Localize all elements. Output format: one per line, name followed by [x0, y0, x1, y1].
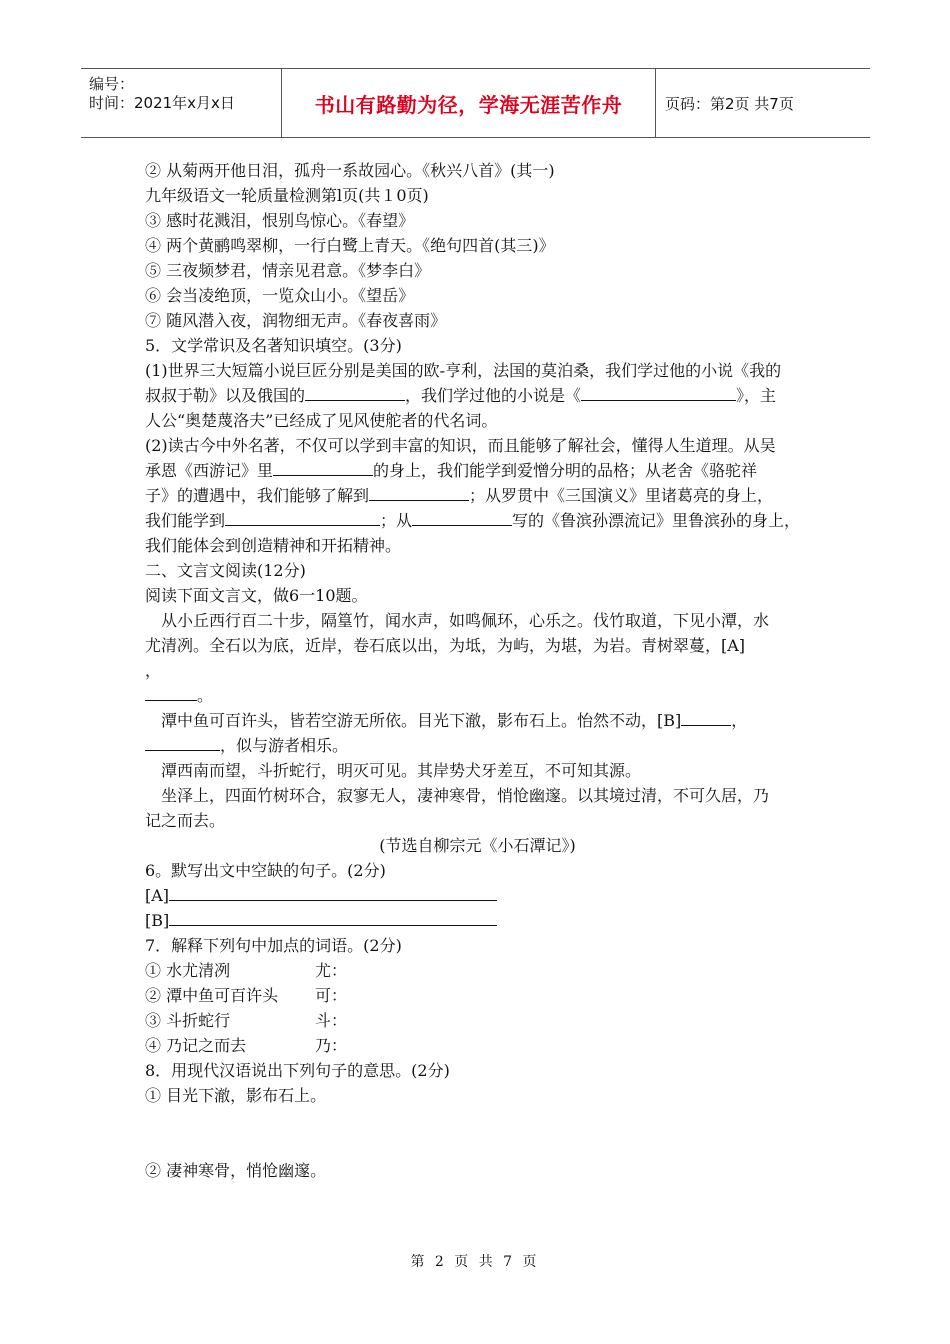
answer-blank[interactable]	[273, 458, 373, 476]
poem-line: ④ 两个黄鹂鸣翠柳，一行白鹭上青天。《绝句四首(其三)》	[145, 236, 555, 255]
vocab-item	[145, 1033, 810, 1058]
text-segment: ，似与游者相乐。	[220, 736, 349, 755]
question-6-title: 6。默写出文中空缺的句子。(2分)	[145, 861, 386, 880]
header-meta-cell	[81, 69, 281, 137]
question-text	[145, 508, 810, 533]
instruction-text: 阅读下面文言文，做6一10题。	[145, 586, 368, 605]
answer-blank[interactable]	[169, 908, 497, 926]
text-segment: ，我们学过他的小说是《	[405, 386, 582, 405]
text-segment: [B]	[145, 911, 170, 930]
vocab-item	[145, 958, 810, 983]
text-segment: 写的《鲁滨孙漂流记》里鲁滨孙的身上，	[512, 511, 801, 530]
header-page-cell	[655, 69, 870, 137]
answer-space[interactable]	[145, 1108, 810, 1158]
question-text: (2)读古今中外名著，不仅可以学到丰富的知识，而且能够了解社会，懂得人生道理。从吴	[145, 436, 776, 455]
answer-blank[interactable]	[412, 508, 512, 526]
vocab-item	[145, 1008, 810, 1033]
text-segment: 的身上，我们能学到爱憎分明的品格；从老舍《骆驼祥	[373, 461, 758, 480]
answer-blank[interactable]	[145, 683, 197, 701]
answer-blank[interactable]	[225, 508, 380, 526]
text-segment: ；从罗贯中《三国演义》里诸葛亮的身上，	[469, 486, 774, 505]
exam-footer-line: 九年级语文一轮质量检测第l页(共１0页)	[145, 186, 429, 205]
text-segment: 我们能学到	[145, 511, 226, 530]
question-text	[145, 458, 810, 483]
vocab-sentence: ③ 斗折蛇行	[145, 1011, 231, 1030]
text-segment: [A]	[145, 886, 170, 905]
answer-blank[interactable]	[581, 383, 736, 401]
text-segment: 子》的遭遇中，我们能够了解到	[145, 486, 370, 505]
text-segment: 承恩《西游记》里	[145, 461, 274, 480]
poem-line: ⑥ 会当凌绝顶，一览众山小。《望岳》	[145, 286, 415, 305]
question-8-title: 8．用现代汉语说出下列句子的意思。(2分)	[145, 1061, 450, 1080]
vocab-sentence: ② 潭中鱼可百许头	[145, 986, 279, 1005]
vocab-sentence: ④ 乃记之而去	[145, 1036, 247, 1055]
page-header	[81, 68, 870, 138]
translate-item: ② 凄神寒骨，悄怆幽邃。	[145, 1161, 327, 1180]
passage-line: 记之而去。	[145, 811, 226, 830]
passage-source: (节选自柳宗元《小石潭记》)	[379, 836, 576, 855]
poem-line: ⑦ 随风潜入夜，润物细无声。《春夜喜雨》	[145, 311, 447, 330]
answer-blank[interactable]	[169, 883, 497, 901]
passage-line: 从小丘西行百二十步，隔篁竹，闻水声，如鸣佩环，心乐之。伐竹取道，下见小潭，水	[161, 611, 770, 630]
passage-line: 坐泽上，四面竹树环合，寂寥无人，凄神寒骨，悄怆幽邃。以其境过清，不可久居，乃	[161, 786, 770, 805]
passage-line: 潭西南而望，斗折蛇行，明灭可见。其岸势犬牙差互，不可知其源。	[161, 761, 642, 780]
passage-line	[145, 708, 810, 733]
question-text	[145, 383, 810, 408]
question-text: 人公“奥楚蔑洛夫”已经成了见风使舵者的代名词。	[145, 411, 498, 430]
vocab-word: 可：	[315, 986, 348, 1005]
text-segment: ；从	[380, 511, 413, 530]
text-segment: 。	[197, 686, 214, 705]
question-7-title: 7．解释下列句中加点的词语。(2分)	[145, 936, 402, 955]
question-text: (1)世界三大短篇小说巨匠分别是美国的欧-亨利，法国的莫泊桑，我们学过他的小说《我的	[145, 361, 782, 380]
vocab-item	[145, 983, 810, 1008]
passage-line	[145, 683, 810, 708]
answer-blank[interactable]	[369, 483, 469, 501]
poem-line: ② 从菊两开他日泪，孤舟一系故园心。《秋兴八首》(其一)	[145, 161, 555, 180]
answer-line-a	[145, 883, 810, 908]
passage-line: ，	[145, 661, 162, 680]
vocab-word: 尤：	[315, 961, 348, 980]
header-motto-cell	[281, 69, 656, 137]
date-label: 时间：2021年x月x日	[89, 94, 235, 112]
page-footer: 第 2 页 共 7 页	[410, 1254, 540, 1270]
translate-item: ① 目光下澈，影布石上。	[145, 1086, 327, 1105]
passage-line	[145, 733, 810, 758]
answer-blank[interactable]	[305, 383, 405, 401]
text-segment: 叔叔于勒》以及俄国的	[145, 386, 306, 405]
vocab-word: 斗：	[315, 1011, 348, 1030]
text-segment: ，	[731, 711, 748, 730]
passage-line: 尤清冽。全石以为底，近岸，卷石底以出，为坻，为屿，为堪，为岩。青树翠蔓，[A]	[145, 636, 746, 655]
vocab-sentence: ① 水尤清冽	[145, 961, 231, 980]
text-segment: 》，主	[736, 386, 777, 405]
answer-blank[interactable]	[681, 708, 731, 726]
answer-line-b	[145, 908, 810, 933]
vocab-word: 乃：	[315, 1036, 348, 1055]
poem-line: ③ 感时花溅泪，恨别鸟惊心。《春望》	[145, 211, 415, 230]
number-label: 编号：	[89, 75, 135, 93]
motto-text: 书山有路勤为径，学海无涯苦作舟	[314, 92, 623, 117]
answer-blank[interactable]	[145, 733, 220, 751]
page-info: 页码：第2页 共7页	[665, 94, 794, 113]
section-title: 二、文言文阅读(12分)	[145, 561, 306, 580]
text-segment: 潭中鱼可百许头，皆若空游无所依。目光下澈，影布石上。怡然不动，[B]	[161, 711, 682, 730]
poem-line: ⑤ 三夜频梦君，情亲见君意。《梦李白》	[145, 261, 431, 280]
question-text: 我们能体会到创造精神和开拓精神。	[145, 536, 402, 555]
document-body	[145, 158, 810, 1183]
question-5-title: 5．文学常识及名著知识填空。(3分)	[145, 336, 402, 355]
question-text	[145, 483, 810, 508]
